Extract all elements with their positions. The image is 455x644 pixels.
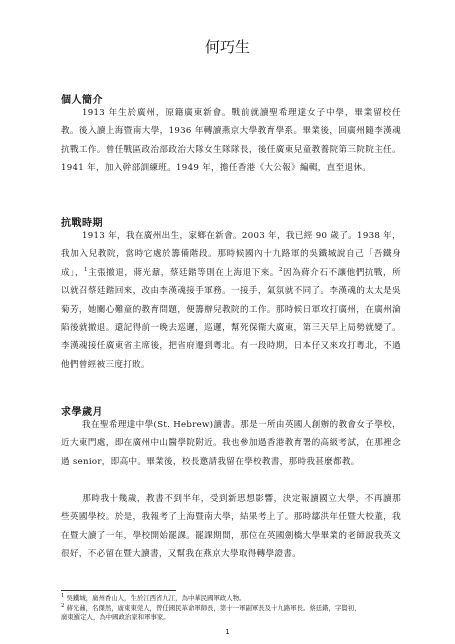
paragraph-text: 1913 年生於廣州，原籍廣東新會。戰前就讀聖希理達女子中學，畢業留校任教。後入讀上海暨南大學，1936 年轉讀燕京大學教育學系。畢業後，回廣州隨李漢魂抗戰工作。曾任戰區政治部政治大隊女生隊隊長，後任廣東兒童教養院第三院院主任。1941 年，加入幹部訓練班。1949 年，擔任香港《大公報》編輯，直至退休。	[61, 108, 401, 174]
paragraph-school-1	[61, 416, 401, 471]
footnote-ref-2[interactable]: 2	[278, 266, 283, 273]
footnote-1	[61, 594, 361, 603]
footnote-number: 2	[61, 602, 65, 609]
paragraph-text: 因為蔣介石不讓他們抗戰，所以就召蔡廷鍇回來，改由李漢魂接手軍務。一接手，氣氛就不同了。李漢魂的太太是吳菊芳，她關心難童的教育問題，便籌辦兒教院的工作。那時候日軍攻打廣州，在廣州淪陷後就撤退。還記得前一晚去巡邏，巡邏，幫死保衛大廣東，第三天早上局勢就變了。李漢魂接任廣東省主席後，把省府遷到粵北。有一段時期，日本仔又來攻打粵北，不過他們曾經被三度打敗。	[61, 267, 401, 370]
section-heading-biography: 個人簡介	[61, 95, 103, 106]
section-heading-school-years: 求學歲月	[61, 407, 103, 418]
paragraph-text: 主張撤退，蔣光鼐，蔡廷鍇等則在上海退下來。	[87, 267, 279, 278]
footnote-number: 1	[61, 592, 65, 599]
paragraph-text: 1913 年，我在廣州出生，家鄉在新會。2003 年，我已經 90 歲了。1938 年，我加入兒教院，當時它處於籌備階段。那時候國內十九路軍的吳鐵城說自己「吾鐵身成」，	[61, 231, 401, 278]
paragraph-biography	[61, 104, 401, 178]
footnote-text: 蔣光鼐，名傑然，廣東東莞人，曾任國民革命軍師長，第十一軍副軍長及十九路軍長。蔡廷鍇，字賢初，廣東羅定人，為中國政治家和軍事家。	[61, 604, 361, 622]
footnote-text: 吳鐵城，廣州香山人，生於江西省九江，為中華民國軍政人物。	[66, 594, 246, 602]
footnote-2	[61, 604, 361, 622]
footnote-divider	[61, 590, 176, 591]
paragraph-school-2	[61, 490, 401, 564]
document-title: 何巧生	[204, 38, 250, 56]
page-number: 1	[225, 628, 230, 636]
paragraph-text: 我在聖希理達中學(St. Hebrew)讀書。那是一所由英國人創辦的教會女子學校，近大東門處，即在廣州中山醫學院附近。我也參加過香港教育署的高級考試，在那裡念過 senior，即高中。畢業後，校長邀請我留在學校教書，那時我甚麼都教。	[61, 420, 401, 467]
paragraph-text: 那時我十幾歲，教書不到半年，受到新思想影響，決定報讀國立大學，不再讀那些英國學校。於是，我報考了上海暨南大學，結果考上了。那時鄒洪年任暨大校董，我在暨大讀了一年，學校開始罷課。罷課期間，那位在英國劍橋大學畢業的老師說我英文很好，不必留在暨大讀書，又幫我在燕京大學取得轉學證書。	[61, 494, 401, 560]
footnote-ref-1[interactable]: 1	[83, 266, 88, 273]
paragraph-war-period	[61, 227, 401, 374]
section-heading-war-period: 抗戰時期	[61, 218, 103, 229]
